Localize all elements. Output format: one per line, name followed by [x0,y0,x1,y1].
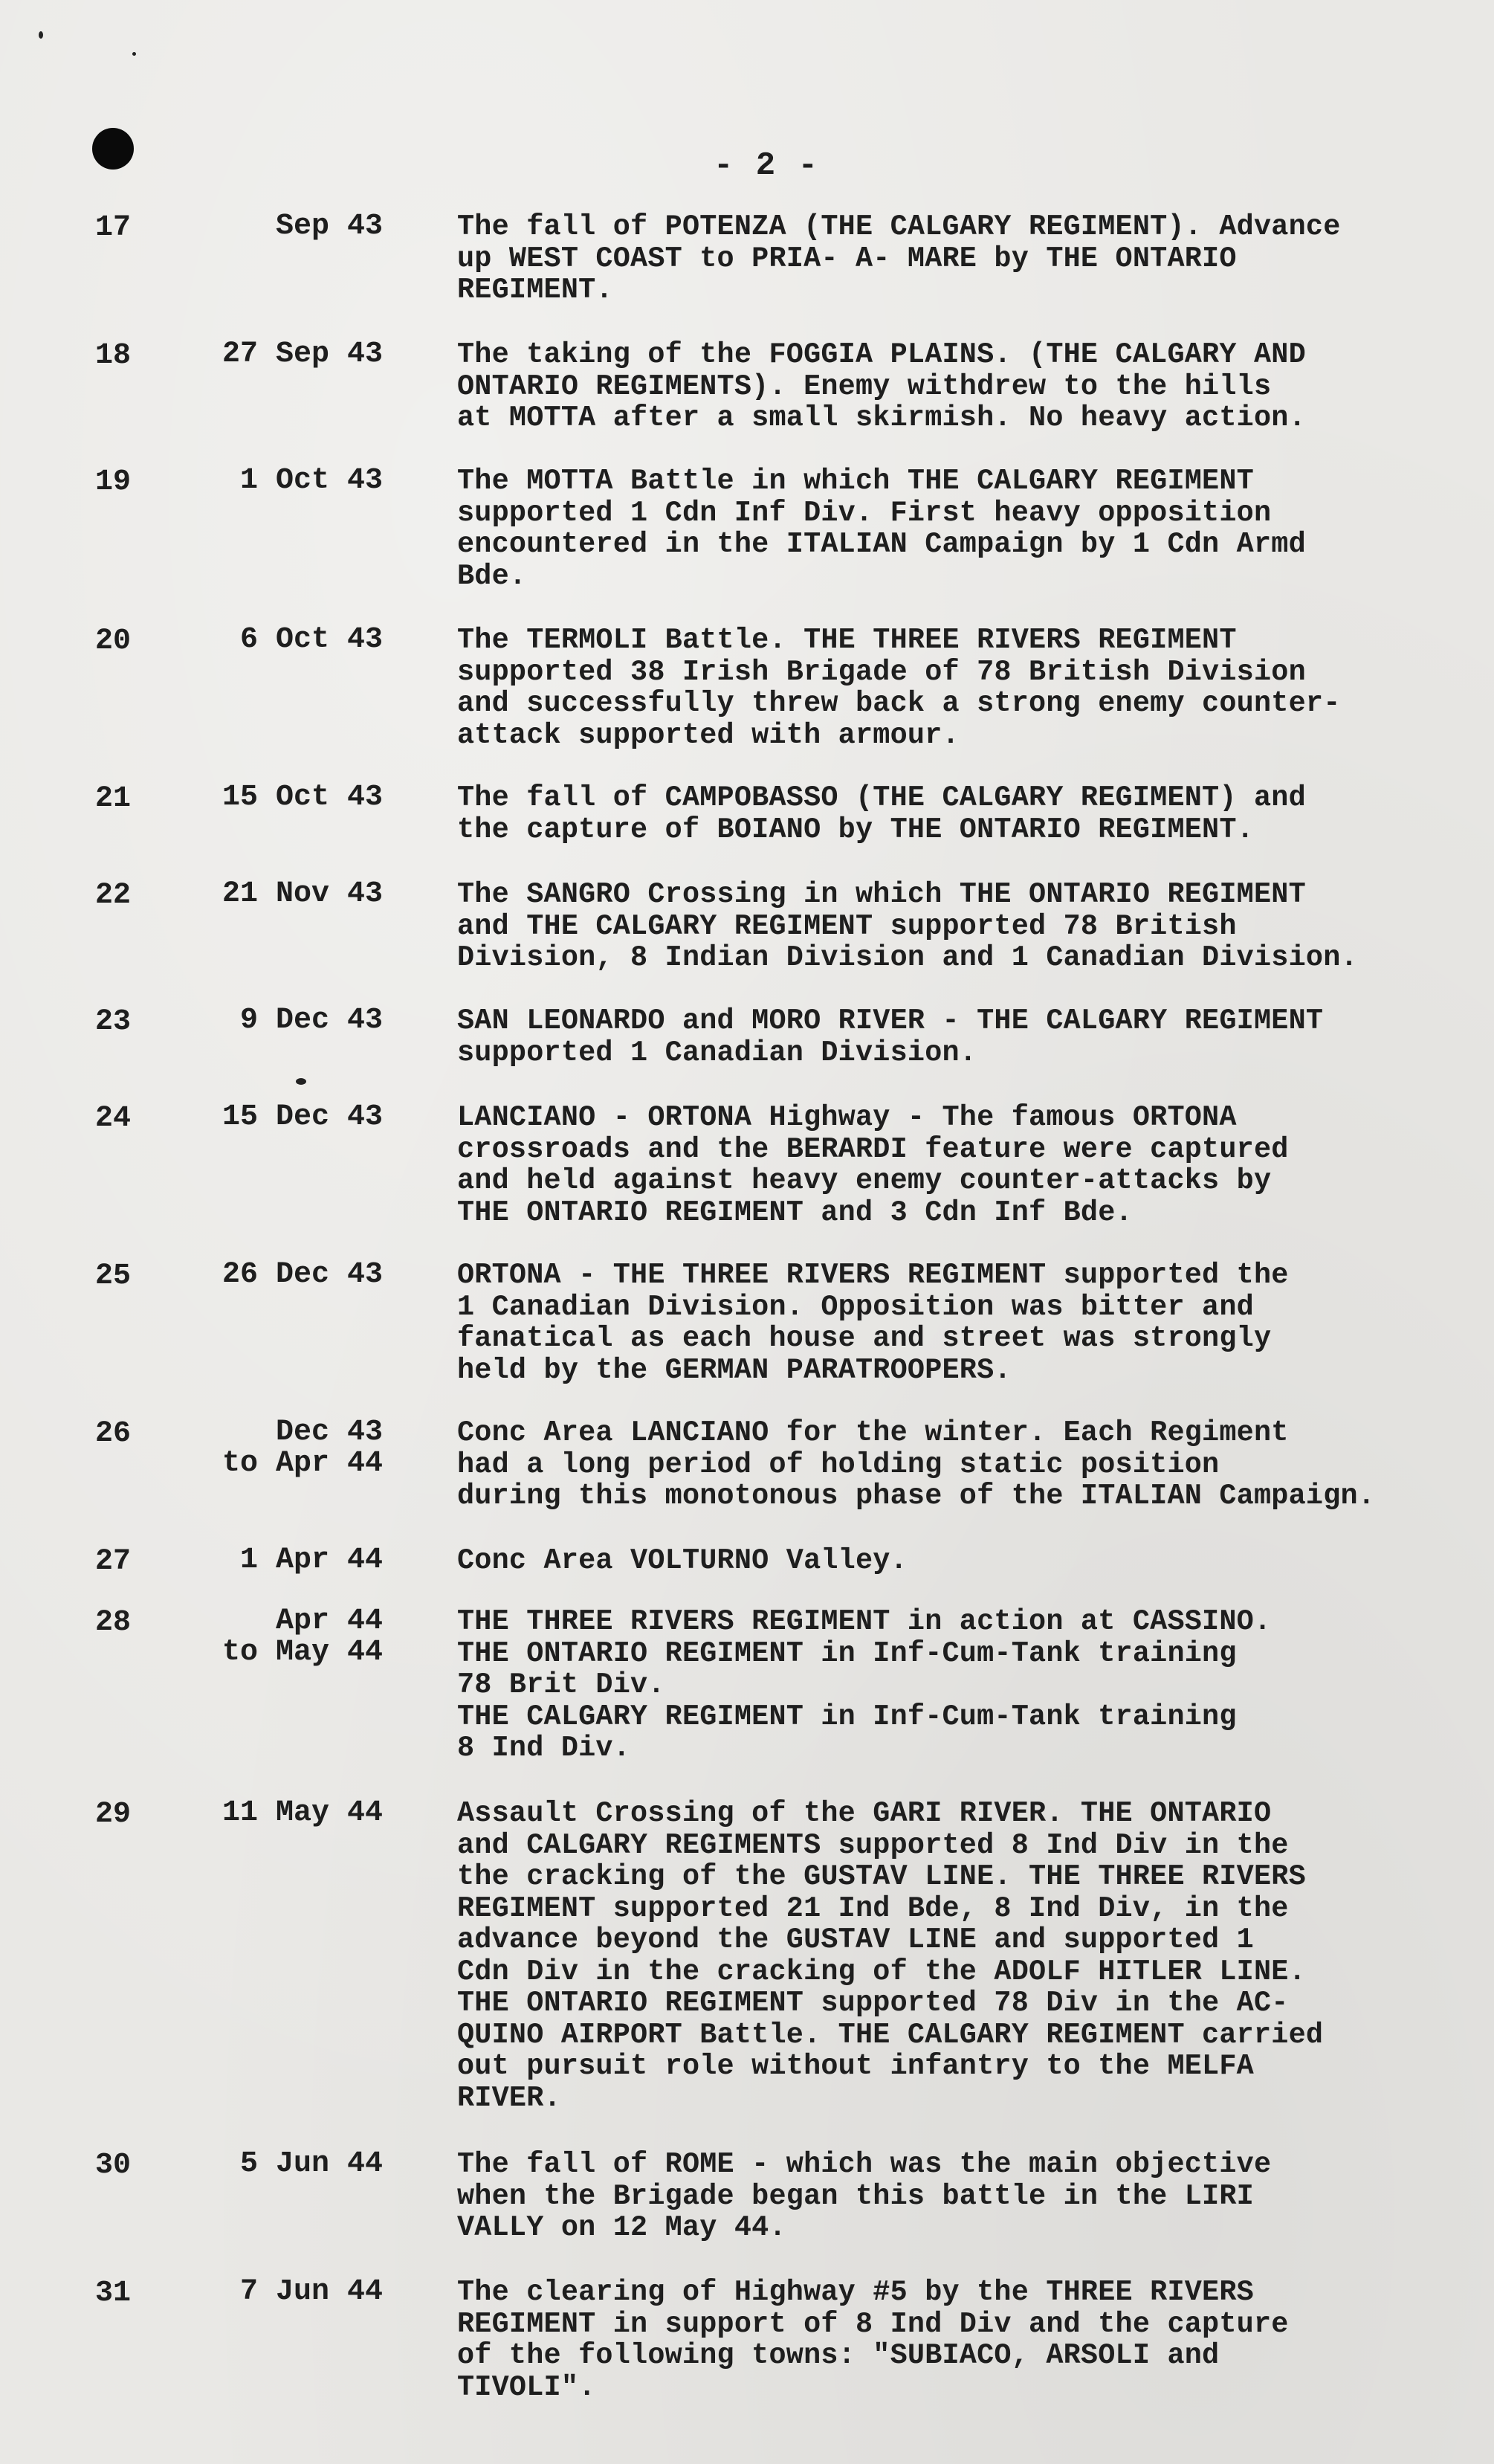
entry-description: ORTONA - THE THREE RIVERS REGIMENT supported the 1 Canadian Division. Opposition was bitter and fanatical as each house and street was strongly held by the GERMAN PARATROOPERS. [457,1259,1289,1387]
entry-number: 23 [95,1005,132,1039]
entry-number: 21 [95,782,132,816]
entry-date: Sep 43 [275,210,383,243]
ink-speck [39,31,43,39]
entry-number: 26 [95,1417,132,1451]
page-number: - 2 - [714,147,820,184]
entry-date: 9 Dec 43 [239,1004,383,1037]
entry-date: Apr 44 to May 44 [221,1604,383,1669]
entry-description: The fall of ROME - which was the main objective when the Brigade began this battle in the LIRI VALLY on 12 May 44. [457,2148,1272,2244]
entry-number: 31 [95,2277,132,2310]
entry-date: Dec 43 to Apr 44 [221,1416,383,1480]
entry-description: THE THREE RIVERS REGIMENT in action at CASSINO. THE ONTARIO REGIMENT in Inf-Cum-Tank training 78 Brit Div. THE CALGARY REGIMENT in Inf-Cum-Tank training 8 Ind Div. [457,1605,1272,1764]
entry-number: 29 [95,1798,132,1831]
entry-date: 5 Jun 44 [239,2147,383,2181]
entry-description: The clearing of Highway #5 by the THREE RIVERS REGIMENT in support of 8 Ind Div and the capture of the following towns: "SUBIACO, ARSOLI and TIVOLI". [457,2276,1289,2404]
entry-date: 11 May 44 [221,1796,383,1830]
entry-description: Conc Area VOLTURNO Valley. [457,1544,908,1577]
entry-description: The taking of the FOGGIA PLAINS. (THE CALGARY AND ONTARIO REGIMENTS). Enemy withdrew to the hills at MOTTA after a small skirmish. No heavy action. [457,338,1306,434]
ink-speck [132,52,136,56]
entry-description: The TERMOLI Battle. THE THREE RIVERS REGIMENT supported 38 Irish Brigade of 78 British Division and successfully threw back a strong enemy counter- attack supported with armour. [457,624,1341,752]
entry-number: 30 [95,2149,132,2182]
entry-description: SAN LEONARDO and MORO RIVER - THE CALGARY REGIMENT supported 1 Canadian Division. [457,1004,1324,1069]
entry-description: The fall of POTENZA (THE CALGARY REGIMENT). Advance up WEST COAST to PRIA- A- MARE by THE ONTARIO REGIMENT. [457,210,1341,306]
entry-description: Conc Area LANCIANO for the winter. Each Regiment had a long period of holding static position during this monotonous phase of the ITALIAN Campaign. [457,1416,1376,1512]
entry-number: 27 [95,1545,132,1578]
entry-number: 17 [95,211,132,245]
entry-date: 27 Sep 43 [221,338,383,371]
entry-description: LANCIANO - ORTONA Highway - The famous ORTONA crossroads and the BERARDI feature were captured and held against heavy enemy counter-attacks by THE ONTARIO REGIMENT and 3 Cdn Inf Bde. [457,1101,1289,1229]
entry-description: The MOTTA Battle in which THE CALGARY REGIMENT supported 1 Cdn Inf Div. First heavy opposition encountered in the ITALIAN Campaign by 1 Cdn Armd Bde. [457,465,1306,593]
entry-date: 1 Apr 44 [239,1544,383,1577]
ink-speck [296,1078,306,1085]
entry-number: 18 [95,339,132,372]
entry-description: The fall of CAMPOBASSO (THE CALGARY REGIMENT) and the capture of BOIANO by THE ONTARIO REGIMENT. [457,781,1306,846]
entry-date: 15 Oct 43 [221,781,383,814]
entry-number: 28 [95,1606,132,1639]
entry-number: 25 [95,1260,132,1293]
entry-number: 20 [95,625,132,658]
entry-description: The SANGRO Crossing in which THE ONTARIO REGIMENT and THE CALGARY REGIMENT supported 78 British Division, 8 Indian Division and 1 Canadian Division. [457,878,1358,974]
entry-description: Assault Crossing of the GARI RIVER. THE ONTARIO and CALGARY REGIMENTS supported 8 Ind Div in the the cracking of the GUSTAV LINE. THE THREE RIVERS REGIMENT supported 21 Ind Bde, 8 Ind Div, in the advance beyond the GUSTAV LINE and supported 1 Cdn Div in the cracking of the ADOLF HITLER LINE. THE ONTARIO REGIMENT supported 78 Div in the AC- QUINO AIRPORT Battle. THE CALGARY REGIMENT carried out pursuit role without infantry to the MELFA RIVER. [457,1797,1324,2115]
punch-hole-mark [92,128,134,170]
entry-date: 6 Oct 43 [239,623,383,657]
entry-date: 7 Jun 44 [239,2275,383,2309]
entry-number: 24 [95,1102,132,1135]
entry-date: 1 Oct 43 [239,464,383,497]
entry-number: 19 [95,465,132,499]
entry-number: 22 [95,879,132,912]
entry-date: 26 Dec 43 [221,1258,383,1291]
entry-date: 15 Dec 43 [221,1100,383,1134]
entry-date: 21 Nov 43 [221,877,383,911]
